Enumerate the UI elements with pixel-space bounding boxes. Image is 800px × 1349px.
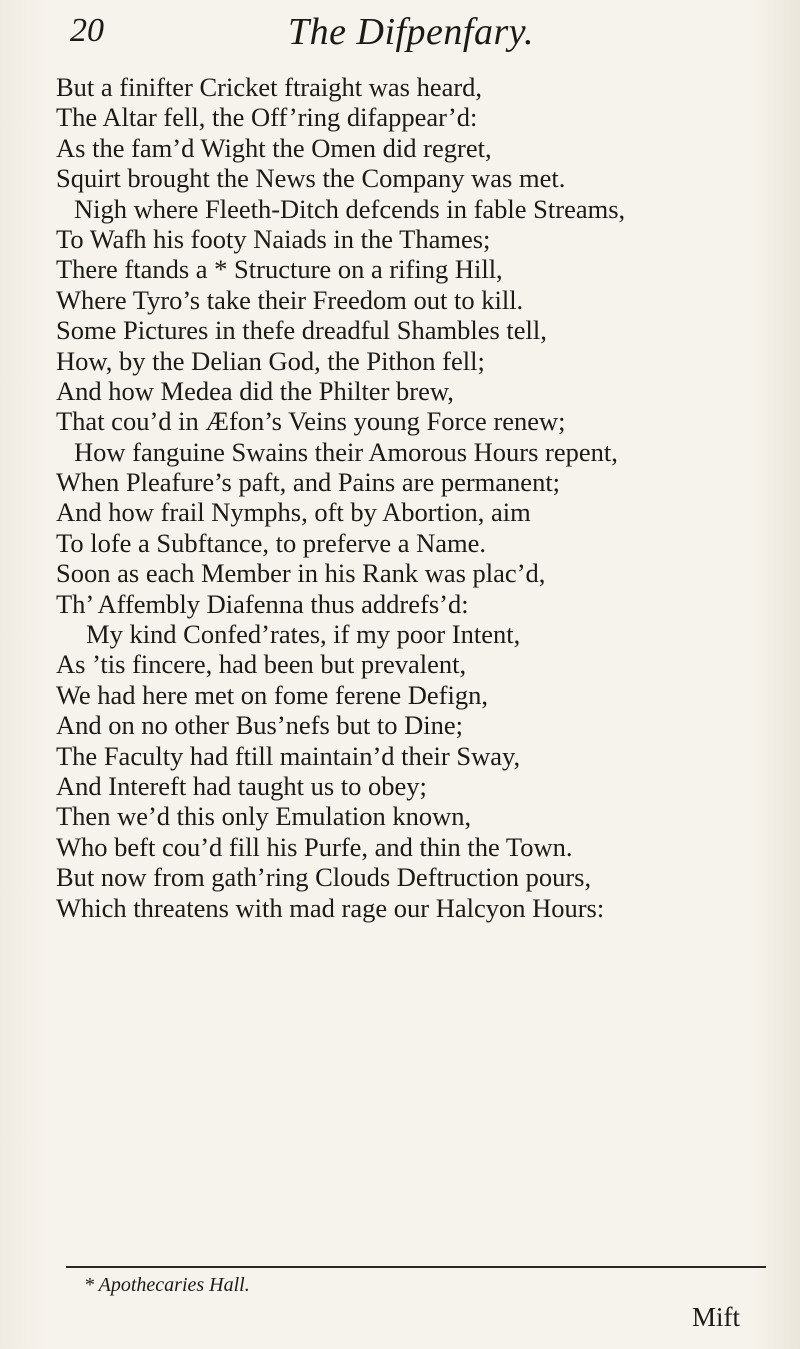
verse-line: And on no other Bus’nefs but to Dine;: [56, 710, 464, 741]
verse-line: But now from gath’ring Clouds Deftruction pours,: [56, 862, 592, 893]
verse-line: Some Pictures in thefe dreadful Shambles tell,: [56, 315, 547, 346]
verse-line: Nigh where Fleeth-Ditch defcends in fable Streams,: [74, 193, 626, 224]
catchword: Mift: [692, 1302, 741, 1332]
verse-line: To Wafh his footy Naiads in the Thames;: [56, 223, 491, 254]
verse-line: Soon as each Member in his Rank was plac’d,: [56, 558, 546, 589]
verse-line: How fanguine Swains their Amorous Hours repent,: [74, 436, 618, 467]
verse-line: And how Medea did the Philter brew,: [56, 375, 454, 406]
footnote-rule: [66, 1266, 766, 1268]
verse-line: As ’tis fincere, had been but prevalent,: [56, 649, 467, 680]
verse-line: And how frail Nymphs, oft by Abortion, aim: [56, 497, 531, 528]
verse-line: As the fam’d Wight the Omen did regret,: [56, 132, 492, 163]
running-title: The Difpenfary.: [288, 11, 535, 53]
verse-line: The Altar fell, the Off’ring difappear’d:: [56, 102, 478, 133]
verse-line: How, by the Delian God, the Pithon fell;: [56, 345, 485, 376]
page-number: 20: [70, 12, 104, 49]
page-header: [48, 10, 748, 60]
verse-line: That cou’d in Æfon’s Veins young Force renew;: [56, 406, 566, 437]
verse-line: Which threatens with mad rage our Halcyon Hours:: [56, 892, 605, 923]
verse-line: But a finifter Cricket ftraight was heard,: [56, 72, 483, 102]
verse-line: The Faculty had ftill maintain’d their Sway,: [56, 740, 521, 771]
verse-line: Then we’d this only Emulation known,: [56, 801, 472, 832]
verse-line: Squirt brought the News the Company was met.: [56, 163, 566, 194]
verse-line: Where Tyro’s take their Freedom out to kill.: [56, 284, 524, 315]
verse-line: To lofe a Subftance, to preferve a Name.: [56, 527, 487, 558]
verse-line: There ftands a * Structure on a rifing Hill,: [56, 254, 503, 285]
poem-text: [56, 72, 776, 923]
verse-line: Who beft cou’d fill his Purfe, and thin the Town.: [56, 831, 573, 862]
verse-line: My kind Confed’rates, if my poor Intent,: [86, 619, 521, 650]
footnote: * Apothecaries Hall.: [84, 1274, 250, 1296]
verse-line: We had here met on fome ferene Defign,: [56, 679, 488, 710]
verse-line: And Intereft had taught us to obey;: [56, 770, 427, 801]
verse-line: When Pleafure’s paft, and Pains are permanent;: [56, 467, 561, 498]
verse-line: Th’ Affembly Diafenna thus addrefs’d:: [56, 588, 469, 619]
